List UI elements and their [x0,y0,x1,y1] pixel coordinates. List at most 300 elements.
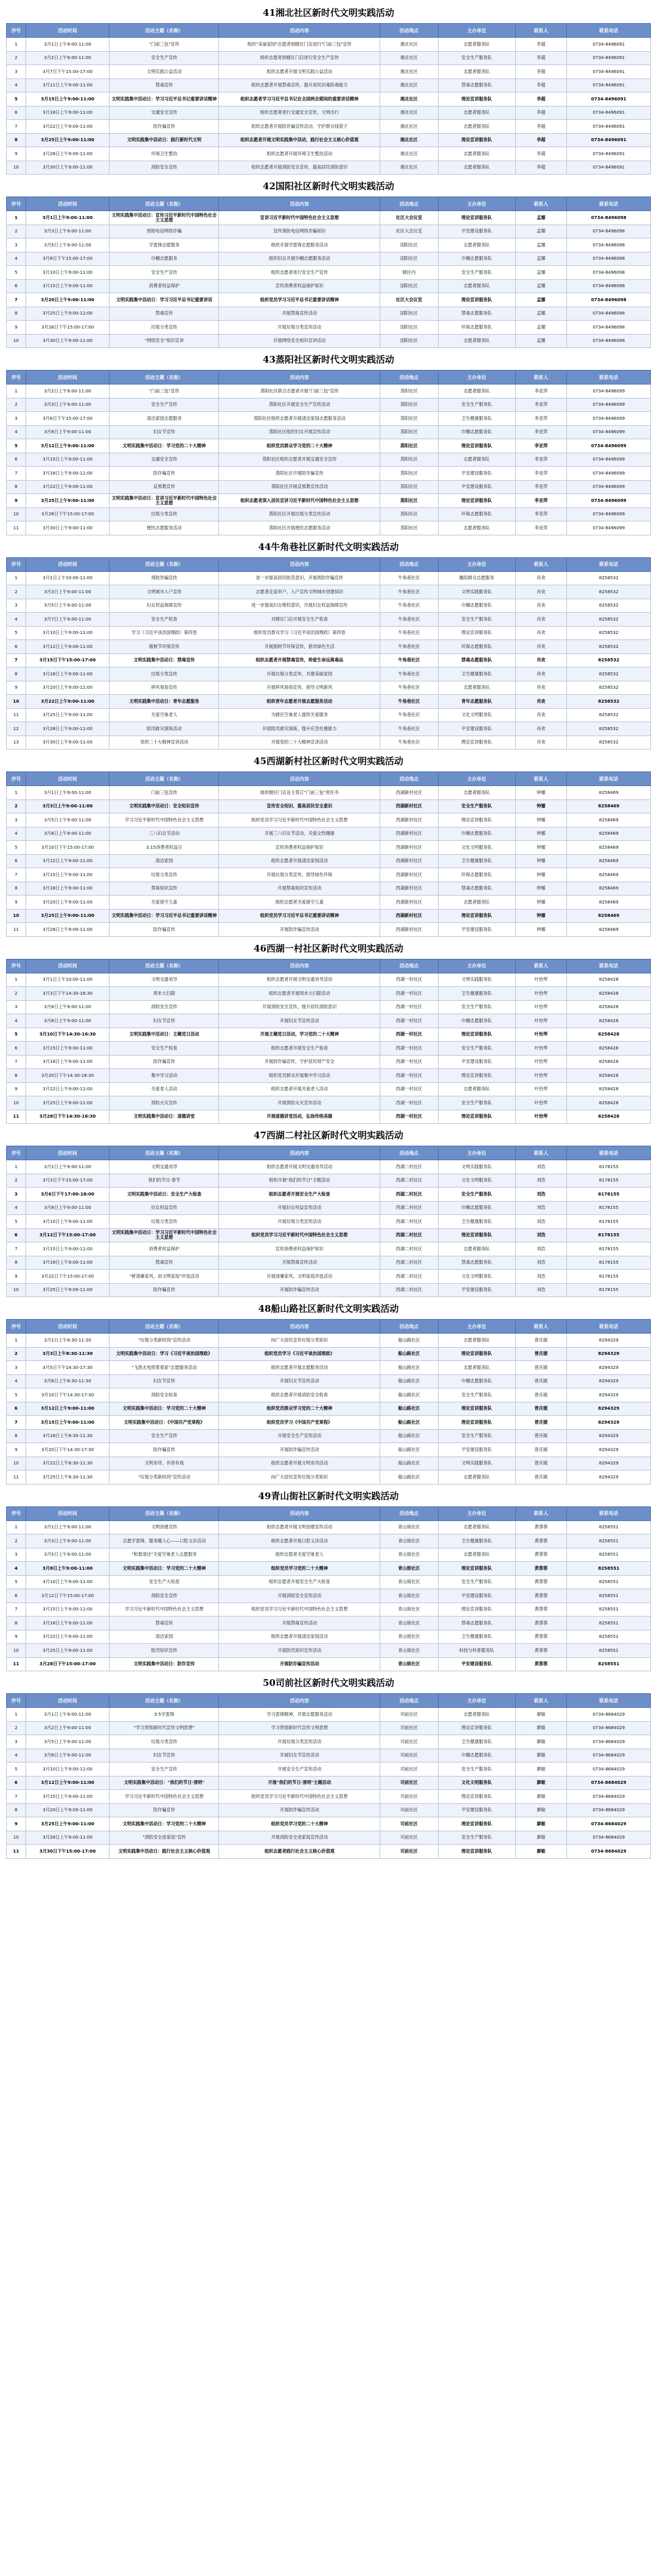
header-time: 活动时间 [26,772,109,786]
cell-no: 12 [7,722,26,736]
cell-org: 卫生健康服务队 [438,667,515,681]
cell-org: 理论宣讲服务队 [438,1721,515,1735]
cell-time: 3月1日上午9:00-11:00 [26,1708,109,1722]
cell-phone: 8258428 [567,1096,651,1110]
header-name: 活动主题（名称） [109,371,219,385]
cell-place: 西湖一村社区 [380,1028,438,1042]
table-row [7,1000,651,1014]
table-row [7,736,651,750]
cell-content: 组织志愿者开展安全生产大检查 [219,1188,380,1202]
cell-time: 3月2日上午9:00-11:00 [26,1721,109,1735]
cell-contact: 肖欢 [515,695,567,709]
table-row [7,1630,651,1644]
cell-place: 西湖新村社区 [380,909,438,923]
header-place: 活动地点 [380,1146,438,1160]
table-row [7,1228,651,1242]
cell-phone: 0734-8496091 [567,120,651,134]
cell-contact: 肖欢 [515,667,567,681]
cell-time: 3月20日上午9:00-11:00 [26,1803,109,1817]
cell-name: 文明实践集中活动日：学习习近平总书记重要讲话精神 [109,92,219,106]
table-row [7,854,651,868]
cell-org: 理论宣讲服务队 [438,1402,515,1416]
activity-schedule-document [6,0,651,1859]
cell-org: 志愿者服务队 [438,147,515,161]
cell-org: 理论宣讲服务队 [438,293,515,307]
header-org: 主办单位 [438,197,515,211]
table-row [7,1831,651,1845]
cell-phone: 8258532 [567,667,651,681]
cell-time: 3月1日上午9:00-11:00 [26,38,109,52]
cell-org: 志愿者服务队 [438,38,515,52]
table-row [7,92,651,106]
cell-org: 卫生健康服务队 [438,987,515,1001]
cell-content: 对辖区门店开展安全生产检查 [219,613,380,627]
cell-place: 牛角巷社区 [380,708,438,722]
header-content: 活动内容 [219,1146,380,1160]
cell-name: 消费者权益保护 [109,1242,219,1256]
cell-phone: 0734-8496091 [567,147,651,161]
activity-table [6,1693,651,1859]
header-place: 活动地点 [380,1694,438,1708]
cell-org: 卫生健康服务队 [438,412,515,426]
cell-phone: 8258428 [567,1000,651,1014]
header-phone: 联系电话 [567,24,651,38]
cell-time: 3月18日上午9:00-11:00 [26,667,109,681]
cell-no: 11 [7,923,26,937]
cell-place: 辖区内 [380,266,438,280]
cell-contact: 黄蓉蓉 [515,1562,567,1576]
cell-time: 3月22日上午9:00-11:00 [26,120,109,134]
cell-org: 巾帼志愿服务队 [438,827,515,841]
table-row [7,1374,651,1388]
cell-phone: 8258532 [567,585,651,599]
cell-org: 文化文明服务队 [438,1174,515,1188]
cell-time: 3月30日上午9:00-11:00 [26,736,109,750]
cell-name: 文明实践集中活动日：践行新时代文明 [109,133,219,147]
cell-contact: 刘浩 [515,1188,567,1202]
cell-no: 6 [7,453,26,467]
table-row [7,65,651,79]
cell-place: 西湖一村社区 [380,1110,438,1124]
table-row [7,1160,651,1174]
cell-place: 蒸阳社区 [380,480,438,494]
cell-no: 9 [7,681,26,695]
cell-org: 安全生产服务队 [438,1096,515,1110]
cell-name: "网络安全"知识宣讲 [109,334,219,348]
cell-content: 开展消防安全宣传，提升居民消防意识 [219,1000,380,1014]
cell-content: 志愿者走家串户，入户宣传文明城市创建知识 [219,585,380,599]
cell-time: 3月12日上午9:00-11:00 [26,640,109,654]
cell-no: 4 [7,78,26,92]
cell-phone: 8258469 [567,813,651,827]
cell-time: 3月18日上午9:00-11:00 [26,106,109,120]
cell-content: 组织党员学习习近平总书记重要讲话精神 [219,909,380,923]
cell-contact: 黄蓉蓉 [515,1534,567,1548]
table-row [7,1603,651,1617]
cell-place: 牛角巷社区 [380,681,438,695]
cell-name: 文明实践公益活动 [109,65,219,79]
cell-name: 安全生产宣传 [109,1763,219,1777]
cell-time: 3月25日上午9:00-11:00 [26,133,109,147]
cell-phone: 0734-8684029 [567,1749,651,1763]
cell-contact: 叶怡琴 [515,1014,567,1028]
cell-content: 组织志愿者开展文明实践集中活动，践行社会主义核心价值观 [219,133,380,147]
cell-name: 禁毒宣传 [109,1617,219,1631]
cell-no: 7 [7,293,26,307]
cell-name: "飞鸽无电照着看家"志愿服务活动 [109,1361,219,1375]
cell-org: 安全生产服务队 [438,1388,515,1402]
cell-org: 卫生健康服务队 [438,854,515,868]
cell-contact: 廖敏 [515,1763,567,1777]
cell-time: 3月15日下午15:00-17:00 [26,653,109,667]
cell-place: 司前社区 [380,1708,438,1722]
cell-content: 组织志愿者进行交通安全宣传，文明出行 [219,106,380,120]
cell-no: 9 [7,147,26,161]
cell-content: 学习贯彻新时代宣传文明思想 [219,1721,380,1735]
cell-time: 3月5日上午9:00-11:00 [26,599,109,613]
cell-place: 船山路社区 [380,1429,438,1443]
cell-name: 安全生产宣传 [109,266,219,280]
cell-time: 3月7日下午15:00-17:00 [26,65,109,79]
header-content: 活动内容 [219,197,380,211]
cell-name: 垃圾分类宣传 [109,1215,219,1229]
cell-content: 开展预防火灾宣传活动 [219,1096,380,1110]
header-phone: 联系电话 [567,1506,651,1520]
table-row [7,106,651,120]
cell-place: 船山路社区 [380,1443,438,1457]
cell-name: 关爱空巢老人 [109,708,219,722]
cell-no: 4 [7,613,26,627]
cell-phone: 8258532 [567,722,651,736]
cell-phone: 8258469 [567,868,651,882]
header-contact: 联系人 [515,772,567,786]
cell-content: 蒸阳社区组织志愿者开展交通安全宣传 [219,453,380,467]
cell-phone: 0734-8684029 [567,1735,651,1749]
cell-org: 环保志愿服务队 [438,507,515,521]
cell-phone: 8294329 [567,1402,651,1416]
cell-name: 清洁家园 [109,854,219,868]
header-time: 活动时间 [26,557,109,571]
header-no: 序号 [7,1506,26,1520]
cell-contact: 李超 [515,38,567,52]
table-row [7,1471,651,1485]
cell-org: 平安建设服务队 [438,480,515,494]
cell-no: 6 [7,1776,26,1790]
cell-time: 3月25日上午9:00-11:00 [26,1096,109,1110]
table-row [7,571,651,585]
cell-contact: 黄蓉蓉 [515,1617,567,1631]
cell-no: 10 [7,1644,26,1658]
cell-no: 10 [7,1831,26,1845]
table-row [7,1110,651,1124]
cell-contact: 孟娜 [515,279,567,293]
cell-time: 3月12日上午9:00-11:00 [26,1776,109,1790]
cell-no: 5 [7,1215,26,1229]
cell-no: 8 [7,1256,26,1270]
table-row [7,1803,651,1817]
table-row [7,1562,651,1576]
cell-contact: 钟娜 [515,813,567,827]
cell-phone: 0734-8496099 [567,507,651,521]
cell-org: 安全生产服务队 [438,1763,515,1777]
header-content: 活动内容 [219,959,380,973]
cell-content: 蒸阳社区联合志愿者开展"门前三包"宣传 [219,385,380,399]
table-row [7,1589,651,1603]
header-contact: 联系人 [515,24,567,38]
cell-name: 防汛救灾演练活动 [109,722,219,736]
cell-name: 妇女节宣传 [109,1374,219,1388]
header-place: 活动地点 [380,371,438,385]
cell-phone: 0734-8684029 [567,1721,651,1735]
cell-contact: 廖敏 [515,1708,567,1722]
cell-contact: 肖欢 [515,613,567,627]
cell-name: 文明实践集中活动日：青年志愿服务 [109,695,219,709]
cell-org: 理论宣讲服务队 [438,626,515,640]
cell-place: 司前社区 [380,1721,438,1735]
cell-time: 3月12日上午9:00-11:00 [26,439,109,453]
cell-phone: 8258428 [567,1028,651,1042]
cell-no: 7 [7,1055,26,1069]
cell-phone: 8258428 [567,1069,651,1083]
cell-phone: 0734-8496091 [567,106,651,120]
cell-time: 3月30日上午9:00-11:00 [26,334,109,348]
cell-name: 防诈骗宣传 [109,120,219,134]
header-time: 活动时间 [26,197,109,211]
section-title: 42国阳社区新时代文明实践活动 [263,181,394,192]
cell-place: 司前社区 [380,1831,438,1845]
cell-org: 志愿者服务队 [438,1548,515,1562]
cell-phone: 8178155 [567,1283,651,1297]
cell-org: 志愿者服务队 [438,106,515,120]
cell-no: 2 [7,585,26,599]
cell-phone: 8258428 [567,1042,651,1056]
cell-phone: 8258551 [567,1562,651,1576]
cell-content: 组织志愿者开展志愿服务活动 [219,1361,380,1375]
cell-place: 湘北社区 [380,161,438,175]
cell-place: 蒸阳社区 [380,398,438,412]
cell-contact: 孟娜 [515,211,567,225]
cell-place: 西湖新村社区 [380,882,438,896]
cell-no: 2 [7,398,26,412]
table-row [7,813,651,827]
cell-org: 志愿者服务队 [438,279,515,293]
cell-no: 4 [7,827,26,841]
cell-place: 青山街社区 [380,1630,438,1644]
table-row [7,973,651,987]
table-row [7,1443,651,1457]
cell-no: 4 [7,425,26,439]
cell-time: 3月2日上午9:00-11:00 [26,51,109,65]
cell-content: 组织志愿者关爱空巢老人 [219,1548,380,1562]
cell-content: 组织妇女开展巾帼志愿服务活动 [219,252,380,266]
cell-name: 防诈骗宣传 [109,1283,219,1297]
cell-name: 清洁家园 [109,1630,219,1644]
cell-name: 文明实践集中活动日：安全知识宣传 [109,799,219,813]
header-no: 序号 [7,557,26,571]
cell-content: 蒸阳社区开展垃圾分类宣传活动 [219,507,380,521]
cell-place: 西湖一村社区 [380,1082,438,1096]
cell-no: 2 [7,225,26,238]
cell-time: 3月10日下午14:30-17:30 [26,1388,109,1402]
cell-name: 妇女节宣传 [109,425,219,439]
table-row [7,307,651,321]
header-name: 活动主题（名称） [109,1694,219,1708]
table-row [7,640,651,654]
cell-content: 进一步提高妇女维权意识，开展妇女权益保障宣传 [219,599,380,613]
header-content: 活动内容 [219,1506,380,1520]
cell-contact: 钟娜 [515,841,567,855]
cell-content: 组织志愿者开展文明劝导活动 [219,1457,380,1471]
cell-org: 平安建设服务队 [438,225,515,238]
header-no: 序号 [7,959,26,973]
table-row [7,78,651,92]
cell-org: 禁毒志愿服务队 [438,307,515,321]
cell-org: 禁毒志愿服务队 [438,78,515,92]
cell-contact: 钟娜 [515,786,567,800]
cell-name: 移风易俗宣传 [109,681,219,695]
cell-content: 组织青年志愿者开展志愿服务活动 [219,695,380,709]
cell-time: 3月20日上午9:00-11:00 [26,293,109,307]
cell-phone: 0734-8496091 [567,78,651,92]
cell-no: 10 [7,507,26,521]
cell-time: 3月22日上午8:30-11:30 [26,1457,109,1471]
cell-time: 3月1日上午9:00-11:00 [26,786,109,800]
cell-time: 3月3日上午9:00-11:00 [26,585,109,599]
cell-org: 文明实践服务队 [438,973,515,987]
cell-no: 11 [7,1471,26,1485]
cell-no: 10 [7,1096,26,1110]
cell-content: 蒸阳社区组织志愿者开展清洁家园志愿服务活动 [219,412,380,426]
cell-contact: 李亚萍 [515,439,567,453]
cell-no: 5 [7,1388,26,1402]
cell-name: 交通安全宣传 [109,453,219,467]
cell-contact: 李超 [515,51,567,65]
table-row [7,1721,651,1735]
cell-name: 垃圾分类宣传 [109,507,219,521]
table-row [7,1096,651,1110]
table-row [7,841,651,855]
cell-place: 船山路社区 [380,1361,438,1375]
cell-content: 组织党员群众学习党的二十大精神 [219,1402,380,1416]
cell-org: 理论宣讲服务队 [438,909,515,923]
cell-time: 3月1日上午10:00-11:00 [26,973,109,987]
cell-content: 开展防诈骗宣传活动 [219,1443,380,1457]
cell-content: 开展植树节环保宣传，倡导绿色生活 [219,640,380,654]
cell-place: 西湖新村社区 [380,799,438,813]
cell-place: 青山街社区 [380,1603,438,1617]
cell-place: 西湖二村社区 [380,1270,438,1284]
cell-org: 志愿者服务队 [438,453,515,467]
cell-contact: 李超 [515,161,567,175]
section-title: 44牛角巷社区新时代文明实践活动 [258,541,399,552]
cell-name: 门前三包宣传 [109,786,219,800]
cell-time: 3月1日上午9:00-11:00 [26,211,109,225]
cell-contact: 刘浩 [515,1228,567,1242]
cell-no: 3 [7,1548,26,1562]
cell-org: 志愿者服务队 [438,1361,515,1375]
cell-phone: 8178155 [567,1256,651,1270]
cell-no: 2 [7,799,26,813]
table-row [7,521,651,535]
table-row [7,453,651,467]
cell-place: 牛角巷社区 [380,585,438,599]
table-row [7,909,651,923]
cell-org: 理论宣讲服务队 [438,1069,515,1083]
cell-contact: 黄蓉蓉 [515,1520,567,1534]
cell-no: 1 [7,571,26,585]
cell-phone: 8258469 [567,786,651,800]
cell-no: 1 [7,1160,26,1174]
cell-content: 开展防汛知识宣传活动 [219,1644,380,1658]
cell-org: 志愿者服务队 [438,1242,515,1256]
cell-no: 8 [7,480,26,494]
cell-content: 组织党员学习习近平总书记重要讲话精神 [219,293,380,307]
header-contact: 联系人 [515,1506,567,1520]
table-row [7,626,651,640]
cell-time: 3月25日上午9:00-11:00 [26,494,109,508]
cell-place: 司前社区 [380,1803,438,1817]
table-row [7,1457,651,1471]
cell-org: 理论宣讲服务队 [438,1110,515,1124]
cell-phone: 0734-8496091 [567,133,651,147]
cell-place: 西湖新村社区 [380,868,438,882]
cell-org: 平安建设服务队 [438,1803,515,1817]
cell-name: 妇女节宣传 [109,1014,219,1028]
cell-contact: 钟娜 [515,909,567,923]
cell-contact: 李亚萍 [515,412,567,426]
cell-no: 2 [7,1721,26,1735]
table-row [7,1283,651,1297]
cell-content: 宣讲习近平新时代中国特色社会主义思想 [219,211,380,225]
table-row [7,1776,651,1790]
cell-place: 西湖二村社区 [380,1201,438,1215]
cell-org: 文明实践服务队 [438,1160,515,1174]
cell-no: 6 [7,1402,26,1416]
cell-time: 3月15日上午9:00-11:00 [26,1603,109,1617]
table-row [7,1763,651,1777]
cell-org: 衡阳群众志愿服务 [438,571,515,585]
cell-place: 青山街社区 [380,1589,438,1603]
cell-org: 理论宣讲服务队 [438,92,515,106]
cell-time: 3月6日下午17:00-18:00 [26,1188,109,1202]
cell-contact: 叶怡琴 [515,987,567,1001]
cell-no: 9 [7,896,26,910]
cell-content: 组织志愿者深入居民宣讲习近平新时代中国特色社会主义思想 [219,494,380,508]
cell-time: 3月15日上午9:00-11:00 [26,1242,109,1256]
header-time: 活动时间 [26,1146,109,1160]
cell-time: 3月28日上午9:00-11:00 [26,923,109,937]
cell-content: 组织志愿者开展清洁家园活动 [219,1630,380,1644]
cell-name: "和谐清洁"关爱空巢老人志愿服务 [109,1548,219,1562]
cell-place: 蒸阳社区 [380,507,438,521]
table-row [7,722,651,736]
cell-place: 湘北社区 [380,51,438,65]
cell-contact: 李超 [515,106,567,120]
cell-time: 3月12日下午15:00-17:00 [26,1589,109,1603]
cell-place: 西湖新村社区 [380,854,438,868]
cell-contact: 孟娜 [515,321,567,335]
cell-name: 文明实践集中活动日：学习《习近平谈治国理政》 [109,1347,219,1361]
cell-name: 文明实践集中活动日：学习党的二十大精神 [109,1817,219,1831]
header-time: 活动时间 [26,371,109,385]
cell-contact: 李亚萍 [515,425,567,439]
activity-table [6,23,651,175]
cell-phone: 8258428 [567,1055,651,1069]
header-place: 活动地点 [380,1320,438,1334]
cell-name: 关爱留守儿童 [109,896,219,910]
cell-contact: 叶怡琴 [515,973,567,987]
table-row [7,1416,651,1430]
